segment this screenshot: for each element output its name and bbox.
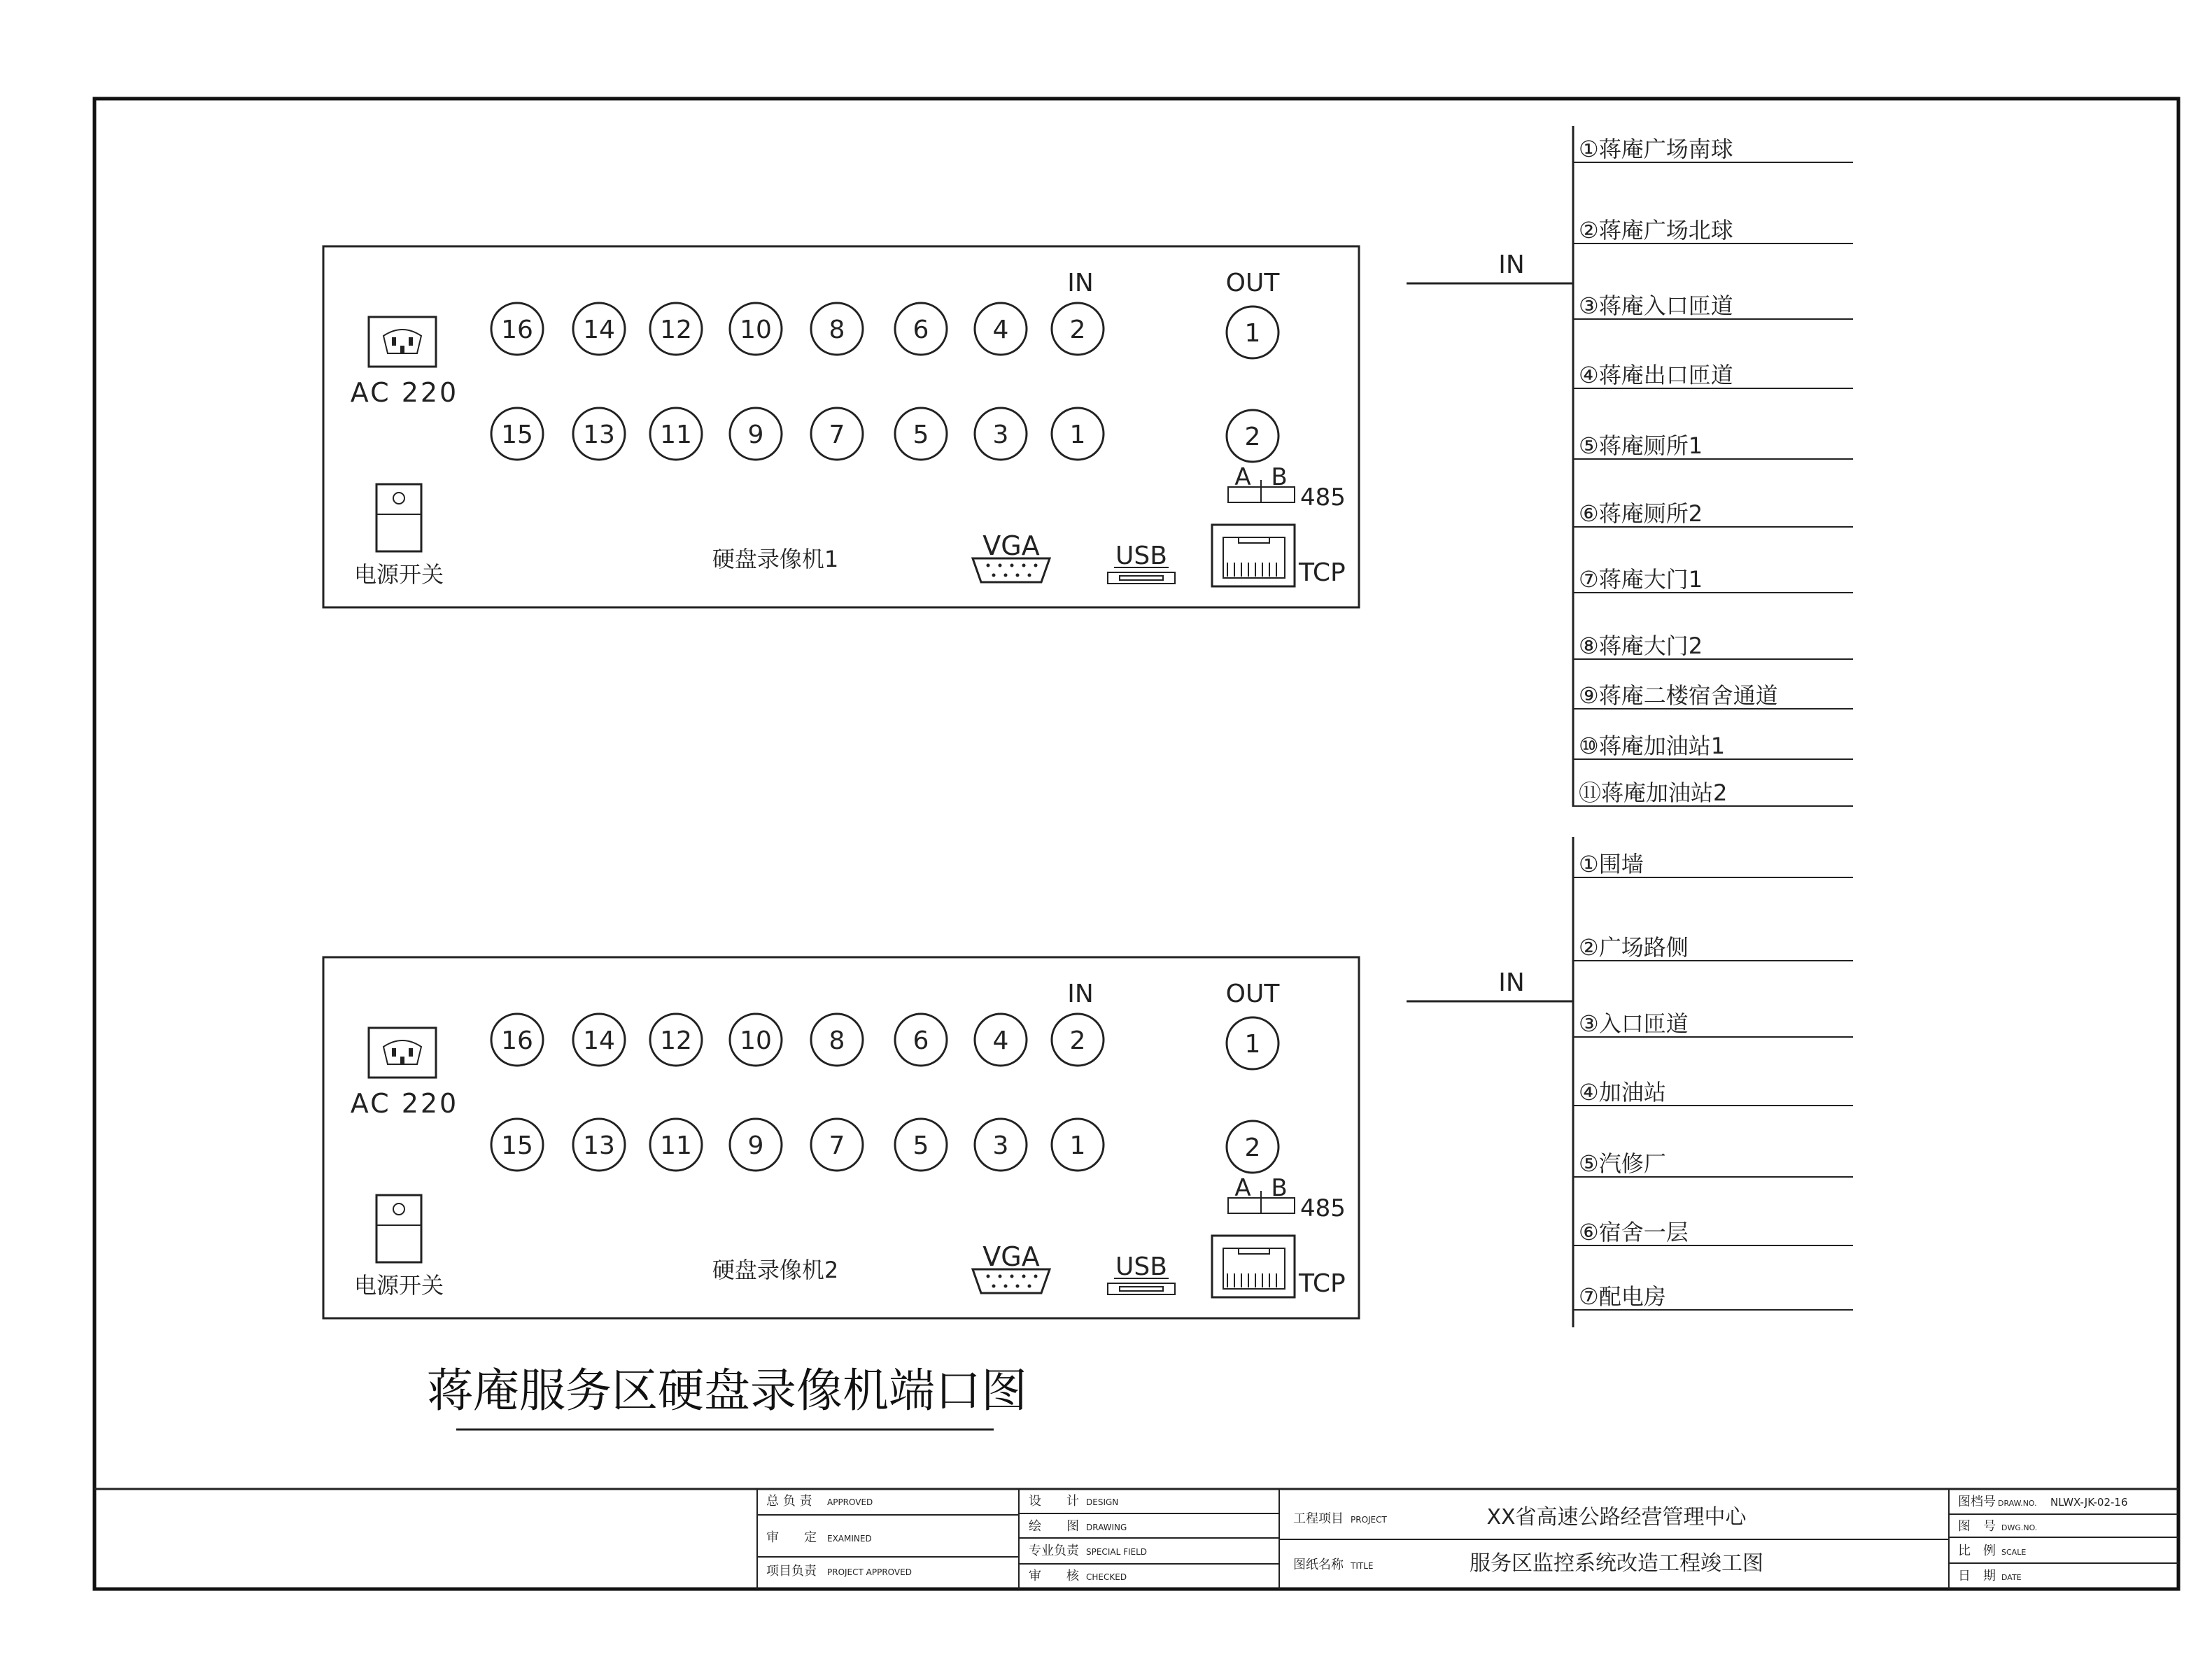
camera-label: ⑦配电房 bbox=[1579, 1283, 1666, 1310]
drawing-en: DRAWING bbox=[1086, 1523, 1127, 1532]
vga-pin-icon bbox=[1010, 564, 1014, 567]
bus-in-label: IN bbox=[1498, 250, 1525, 279]
drawing-no-en: DRAW.NO. bbox=[1998, 1499, 2037, 1508]
socket-pin-icon bbox=[392, 337, 396, 346]
usb-tongue-icon bbox=[1120, 1287, 1163, 1291]
video-out-label: OUT bbox=[1225, 980, 1280, 1008]
design-label: 设 计 bbox=[1029, 1494, 1079, 1509]
camera-label: ③蒋庵入口匝道 bbox=[1579, 292, 1733, 319]
project-en: PROJECT bbox=[1351, 1515, 1387, 1525]
rs485-a-label: A bbox=[1234, 1174, 1251, 1202]
vga-port-icon bbox=[973, 1269, 1050, 1293]
date-en: DATE bbox=[2001, 1573, 2022, 1582]
camera-label: ⑥蒋庵厕所2 bbox=[1579, 500, 1703, 527]
video-input-port-number: 11 bbox=[660, 421, 692, 449]
usb-port-icon bbox=[1108, 572, 1175, 584]
camera-label: ②广场路侧 bbox=[1579, 934, 1689, 961]
rs485-b-label: B bbox=[1271, 463, 1288, 491]
examined-en: EXAMINED bbox=[827, 1534, 872, 1544]
usb-tongue-icon bbox=[1120, 576, 1163, 580]
vga-pin-icon bbox=[1034, 1275, 1038, 1278]
scale-en: SCALE bbox=[2001, 1548, 2027, 1557]
vga-pin-icon bbox=[1004, 574, 1008, 577]
vga-pin-icon bbox=[987, 1275, 990, 1278]
title-block bbox=[94, 1489, 2178, 1589]
socket-pin-icon bbox=[400, 346, 404, 353]
rs485-b-label: B bbox=[1271, 1174, 1288, 1202]
video-input-port-number: 1 bbox=[1069, 421, 1086, 449]
video-input-port-number: 9 bbox=[747, 1131, 764, 1160]
video-output-port-number: 2 bbox=[1244, 423, 1261, 451]
video-input-port-number: 16 bbox=[501, 1026, 533, 1055]
vga-label: VGA bbox=[982, 530, 1040, 561]
camera-label: ⑪蒋庵加油站2 bbox=[1579, 779, 1728, 806]
tcp-label: TCP bbox=[1299, 1269, 1346, 1298]
drawing-no-label: 图档号 bbox=[1958, 1495, 1996, 1509]
video-input-port-number: 12 bbox=[660, 316, 692, 344]
camera-bus-1 bbox=[1407, 126, 1853, 807]
switch-dot-icon bbox=[393, 1203, 404, 1215]
scale-label: 比 例 bbox=[1958, 1544, 1996, 1558]
ac-power-label: AC 220 bbox=[350, 1088, 459, 1119]
vga-pin-icon bbox=[1016, 1285, 1020, 1288]
video-input-port-number: 4 bbox=[992, 316, 1009, 344]
approved-label: 总 负 责 bbox=[766, 1494, 812, 1509]
video-input-port-number: 6 bbox=[913, 1026, 929, 1055]
vga-pin-icon bbox=[1016, 574, 1020, 577]
video-input-port-number: 3 bbox=[992, 1131, 1009, 1160]
video-input-port-number: 2 bbox=[1069, 316, 1086, 344]
video-input-port-number: 7 bbox=[829, 421, 845, 449]
video-output-port-number: 1 bbox=[1244, 319, 1261, 348]
project-label: 工程项目 bbox=[1293, 1511, 1344, 1526]
camera-label: ④加油站 bbox=[1579, 1079, 1666, 1106]
dwg-no-en: DWG.NO. bbox=[2001, 1523, 2038, 1532]
video-input-port-number: 9 bbox=[747, 421, 764, 449]
video-output-port-number: 1 bbox=[1244, 1030, 1261, 1059]
video-out-label: OUT bbox=[1225, 269, 1280, 297]
vga-pin-icon bbox=[1022, 1275, 1026, 1278]
examined-label: 审 定 bbox=[766, 1530, 817, 1545]
socket-pin-icon bbox=[409, 1048, 413, 1057]
video-input-port-number: 5 bbox=[913, 421, 929, 449]
vga-label: VGA bbox=[982, 1241, 1040, 1272]
vga-pin-icon bbox=[987, 564, 990, 567]
camera-bus-2 bbox=[1407, 837, 1853, 1327]
switch-dot-icon bbox=[393, 493, 404, 504]
video-input-port-number: 10 bbox=[740, 1026, 772, 1055]
video-input-port-number: 8 bbox=[829, 316, 845, 344]
recorder-panel-1 bbox=[323, 246, 1359, 607]
recorder-name: 硬盘录像机1 bbox=[712, 546, 839, 572]
rs485-label: 485 bbox=[1300, 483, 1346, 511]
socket-pin-icon bbox=[400, 1057, 404, 1064]
rj45-port-icon bbox=[1212, 1236, 1295, 1297]
video-input-port-number: 1 bbox=[1069, 1131, 1086, 1160]
video-input-port-number: 8 bbox=[829, 1026, 845, 1055]
camera-label: ②蒋庵广场北球 bbox=[1579, 217, 1733, 243]
rj45-port-icon bbox=[1212, 525, 1295, 586]
camera-label: ①蒋庵广场南球 bbox=[1579, 136, 1733, 162]
sheet-frame bbox=[94, 99, 2178, 1589]
camera-label: ⑥宿舍一层 bbox=[1579, 1219, 1689, 1245]
design-en: DESIGN bbox=[1086, 1497, 1119, 1507]
power-switch-label: 电源开关 bbox=[353, 1272, 444, 1299]
vga-pin-icon bbox=[992, 574, 996, 577]
video-input-port-number: 7 bbox=[829, 1131, 845, 1160]
ac-power-label: AC 220 bbox=[350, 377, 459, 408]
video-input-port-number: 2 bbox=[1069, 1026, 1086, 1055]
video-input-port-number: 6 bbox=[913, 316, 929, 344]
video-input-port-number: 3 bbox=[992, 421, 1009, 449]
video-input-port-number: 14 bbox=[583, 1026, 615, 1055]
title-name: 服务区监控系统改造工程竣工图 bbox=[1470, 1551, 1763, 1576]
special-en: SPECIAL FIELD bbox=[1086, 1547, 1148, 1557]
camera-label: ⑩蒋庵加油站1 bbox=[1579, 733, 1726, 759]
video-input-port-number: 11 bbox=[660, 1131, 692, 1160]
vga-pin-icon bbox=[1010, 1275, 1014, 1278]
video-input-port-number: 4 bbox=[992, 1026, 1009, 1055]
vga-pin-icon bbox=[999, 1275, 1002, 1278]
vga-pin-icon bbox=[1004, 1285, 1008, 1288]
recorder-name: 硬盘录像机2 bbox=[712, 1257, 839, 1283]
video-input-port-number: 16 bbox=[501, 316, 533, 344]
project-approved-en: PROJECT APPROVED bbox=[827, 1567, 912, 1577]
video-in-label: IN bbox=[1067, 269, 1094, 297]
vga-port-icon bbox=[973, 558, 1050, 582]
rs485-a-label: A bbox=[1234, 463, 1251, 491]
drawing-title: 蒋庵服务区硬盘录像机端口图 bbox=[427, 1364, 1027, 1418]
video-output-port-number: 2 bbox=[1244, 1134, 1261, 1162]
special-label: 专业负责 bbox=[1029, 1544, 1079, 1558]
socket-pin-icon bbox=[409, 337, 413, 346]
camera-label: ⑤蒋庵厕所1 bbox=[1579, 432, 1703, 459]
project-approved-label: 项目负责 bbox=[766, 1564, 817, 1579]
rs485-label: 485 bbox=[1300, 1194, 1346, 1222]
drawing-no: NLWX-JK-02-16 bbox=[2050, 1496, 2128, 1509]
camera-label: ①围墙 bbox=[1579, 851, 1644, 877]
power-switch-icon bbox=[376, 1195, 421, 1262]
video-input-port-number: 12 bbox=[660, 1026, 692, 1055]
camera-label: ④蒋庵出口匝道 bbox=[1579, 362, 1733, 388]
rj45-clip-icon bbox=[1239, 1248, 1269, 1254]
vga-pin-icon bbox=[992, 1285, 996, 1288]
video-input-port-number: 13 bbox=[583, 1131, 615, 1160]
camera-label: ③入口匝道 bbox=[1579, 1010, 1689, 1037]
ac-socket-icon bbox=[369, 1028, 436, 1078]
camera-label: ⑨蒋庵二楼宿舍通道 bbox=[1579, 682, 1778, 709]
project-name: XX省高速公路经营管理中心 bbox=[1486, 1505, 1747, 1530]
date-label: 日 期 bbox=[1958, 1569, 1996, 1583]
video-in-label: IN bbox=[1067, 980, 1094, 1008]
video-input-port-number: 5 bbox=[913, 1131, 929, 1160]
camera-label: ⑧蒋庵大门2 bbox=[1579, 633, 1703, 659]
video-input-port-number: 15 bbox=[501, 421, 533, 449]
dwg-no-label: 图 号 bbox=[1958, 1519, 1996, 1534]
camera-label: ⑤汽修厂 bbox=[1579, 1150, 1666, 1177]
drawing-label: 绘 图 bbox=[1029, 1519, 1079, 1534]
checked-en: CHECKED bbox=[1086, 1572, 1127, 1582]
video-input-port-number: 14 bbox=[583, 316, 615, 344]
vga-pin-icon bbox=[999, 564, 1002, 567]
usb-label: USB bbox=[1115, 1252, 1167, 1281]
video-input-port-number: 15 bbox=[501, 1131, 533, 1160]
usb-port-icon bbox=[1108, 1283, 1175, 1294]
video-input-port-number: 10 bbox=[740, 316, 772, 344]
checked-label: 审 核 bbox=[1029, 1569, 1079, 1583]
video-input-port-number: 13 bbox=[583, 421, 615, 449]
vga-pin-icon bbox=[1028, 574, 1031, 577]
power-switch-icon bbox=[376, 484, 421, 551]
approved-en: APPROVED bbox=[827, 1497, 873, 1507]
camera-label: ⑦蒋庵大门1 bbox=[1579, 566, 1703, 593]
socket-pin-icon bbox=[392, 1048, 396, 1057]
rj45-clip-icon bbox=[1239, 537, 1269, 543]
vga-pin-icon bbox=[1028, 1285, 1031, 1288]
recorder-panel-2 bbox=[323, 957, 1359, 1318]
bus-in-label: IN bbox=[1498, 968, 1525, 997]
title-en: TITLE bbox=[1351, 1561, 1374, 1571]
title-label: 图纸名称 bbox=[1293, 1558, 1344, 1572]
vga-pin-icon bbox=[1022, 564, 1026, 567]
tcp-label: TCP bbox=[1299, 558, 1346, 587]
usb-label: USB bbox=[1115, 542, 1167, 570]
power-switch-label: 电源开关 bbox=[353, 561, 444, 588]
vga-pin-icon bbox=[1034, 564, 1038, 567]
ac-socket-icon bbox=[369, 317, 436, 367]
